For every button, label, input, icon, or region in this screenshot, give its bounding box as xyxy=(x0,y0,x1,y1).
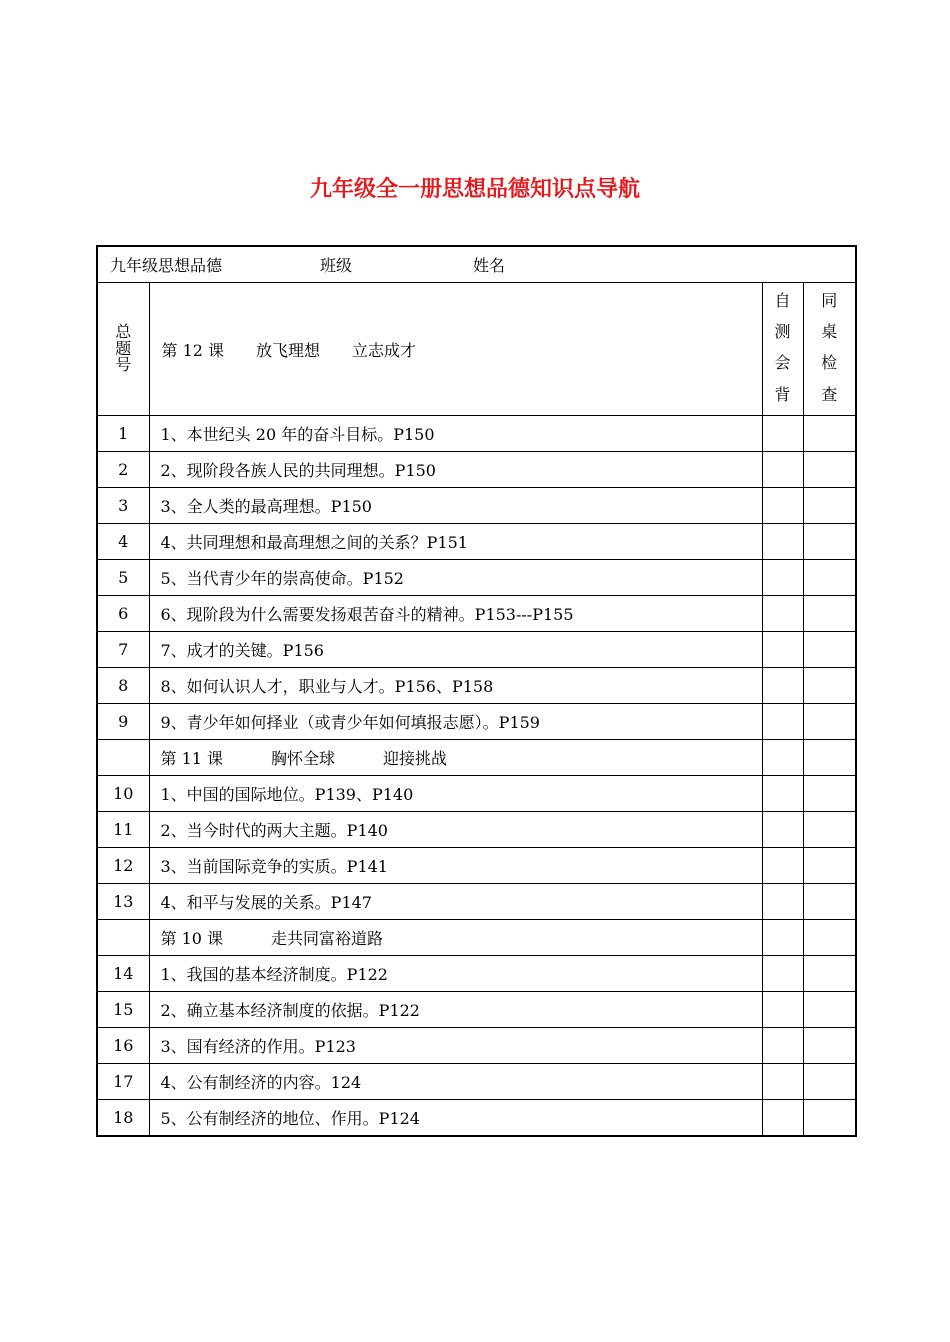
row-number: 12 xyxy=(97,848,149,884)
header-self-label: 自测会背 xyxy=(774,291,791,404)
info-row xyxy=(97,246,856,283)
header-peer-label: 同桌检查 xyxy=(821,291,838,404)
row-number: 18 xyxy=(97,1100,149,1137)
table-row xyxy=(97,884,856,920)
row-number: 16 xyxy=(97,1028,149,1064)
row-text: 2、现阶段各族人民的共同理想。P150 xyxy=(149,452,762,488)
peer-check-cell[interactable] xyxy=(803,632,856,668)
table-row xyxy=(97,704,856,740)
self-check-cell[interactable] xyxy=(762,596,803,632)
row-text: 3、当前国际竞争的实质。P141 xyxy=(149,848,762,884)
self-check-cell[interactable] xyxy=(762,668,803,704)
header-peer-cell xyxy=(803,283,856,416)
table-row xyxy=(97,452,856,488)
name-label: 姓名 xyxy=(473,256,506,275)
peer-check-cell[interactable] xyxy=(803,884,856,920)
row-text: 5、公有制经济的地位、作用。P124 xyxy=(149,1100,762,1137)
table-row xyxy=(97,776,856,812)
row-number: 7 xyxy=(97,632,149,668)
peer-check-cell[interactable] xyxy=(803,740,856,776)
row-text: 6、现阶段为什么需要发扬艰苦奋斗的精神。P153---P155 xyxy=(149,596,762,632)
row-text: 5、当代青少年的崇高使命。P152 xyxy=(149,560,762,596)
peer-check-cell[interactable] xyxy=(803,920,856,956)
row-number: 9 xyxy=(97,704,149,740)
row-number: 4 xyxy=(97,524,149,560)
peer-check-cell[interactable] xyxy=(803,488,856,524)
row-text: 第 11 课 胸怀全球 迎接挑战 xyxy=(149,740,762,776)
row-number: 10 xyxy=(97,776,149,812)
row-number: 3 xyxy=(97,488,149,524)
row-number: 14 xyxy=(97,956,149,992)
peer-check-cell[interactable] xyxy=(803,1064,856,1100)
self-check-cell[interactable] xyxy=(762,560,803,596)
self-check-cell[interactable] xyxy=(762,452,803,488)
peer-check-cell[interactable] xyxy=(803,668,856,704)
lesson-title: 第 12 课 放飞理想 立志成才 xyxy=(149,283,762,416)
peer-check-cell[interactable] xyxy=(803,596,856,632)
peer-check-cell[interactable] xyxy=(803,416,856,452)
table-row xyxy=(97,524,856,560)
table-row xyxy=(97,920,856,956)
row-number: 2 xyxy=(97,452,149,488)
row-text: 3、全人类的最高理想。P150 xyxy=(149,488,762,524)
header-num-label: 总题号 xyxy=(115,321,132,375)
row-text: 4、和平与发展的关系。P147 xyxy=(149,884,762,920)
self-check-cell[interactable] xyxy=(762,1100,803,1137)
peer-check-cell[interactable] xyxy=(803,704,856,740)
peer-check-cell[interactable] xyxy=(803,776,856,812)
peer-check-cell[interactable] xyxy=(803,992,856,1028)
peer-check-cell[interactable] xyxy=(803,1100,856,1137)
table-row xyxy=(97,1064,856,1100)
table-row xyxy=(97,740,856,776)
class-label: 班级 xyxy=(320,256,353,275)
row-number: 1 xyxy=(97,416,149,452)
knowledge-table xyxy=(96,245,857,1137)
table-row xyxy=(97,848,856,884)
table-row xyxy=(97,488,856,524)
row-number xyxy=(97,740,149,776)
self-check-cell[interactable] xyxy=(762,920,803,956)
self-check-cell[interactable] xyxy=(762,704,803,740)
peer-check-cell[interactable] xyxy=(803,1028,856,1064)
row-number: 8 xyxy=(97,668,149,704)
table-row xyxy=(97,1028,856,1064)
table-row xyxy=(97,560,856,596)
row-text: 8、如何认识人才，职业与人才。P156、P158 xyxy=(149,668,762,704)
table-row xyxy=(97,812,856,848)
peer-check-cell[interactable] xyxy=(803,524,856,560)
page-title: 九年级全一册思想品德知识点导航 xyxy=(309,177,640,202)
row-number: 15 xyxy=(97,992,149,1028)
row-text: 1、中国的国际地位。P139、P140 xyxy=(149,776,762,812)
table-row xyxy=(97,956,856,992)
self-check-cell[interactable] xyxy=(762,992,803,1028)
self-check-cell[interactable] xyxy=(762,740,803,776)
self-check-cell[interactable] xyxy=(762,1028,803,1064)
self-check-cell[interactable] xyxy=(762,524,803,560)
table-row xyxy=(97,632,856,668)
row-text: 9、青少年如何择业（或青少年如何填报志愿）。P159 xyxy=(149,704,762,740)
table-row xyxy=(97,668,856,704)
row-text: 1、我国的基本经济制度。P122 xyxy=(149,956,762,992)
self-check-cell[interactable] xyxy=(762,812,803,848)
header-self-cell xyxy=(762,283,803,416)
row-text: 7、成才的关键。P156 xyxy=(149,632,762,668)
table-row xyxy=(97,596,856,632)
self-check-cell[interactable] xyxy=(762,416,803,452)
table-row xyxy=(97,1100,856,1137)
peer-check-cell[interactable] xyxy=(803,848,856,884)
peer-check-cell[interactable] xyxy=(803,956,856,992)
self-check-cell[interactable] xyxy=(762,848,803,884)
self-check-cell[interactable] xyxy=(762,1064,803,1100)
peer-check-cell[interactable] xyxy=(803,560,856,596)
table-row xyxy=(97,416,856,452)
info-cell xyxy=(97,246,856,283)
row-text: 4、共同理想和最高理想之间的关系？P151 xyxy=(149,524,762,560)
self-check-cell[interactable] xyxy=(762,632,803,668)
peer-check-cell[interactable] xyxy=(803,452,856,488)
self-check-cell[interactable] xyxy=(762,488,803,524)
row-text: 1、本世纪头 20 年的奋斗目标。P150 xyxy=(149,416,762,452)
header-row xyxy=(97,283,856,416)
self-check-cell[interactable] xyxy=(762,956,803,992)
row-text: 3、国有经济的作用。P123 xyxy=(149,1028,762,1064)
row-number: 6 xyxy=(97,596,149,632)
peer-check-cell[interactable] xyxy=(803,812,856,848)
header-num-cell xyxy=(97,283,149,416)
table-row xyxy=(97,992,856,1028)
row-text: 4、公有制经济的内容。124 xyxy=(149,1064,762,1100)
row-number: 5 xyxy=(97,560,149,596)
self-check-cell[interactable] xyxy=(762,776,803,812)
row-text: 第 10 课 走共同富裕道路 xyxy=(149,920,762,956)
row-number: 13 xyxy=(97,884,149,920)
row-number: 11 xyxy=(97,812,149,848)
row-text: 2、当今时代的两大主题。P140 xyxy=(149,812,762,848)
row-number: 17 xyxy=(97,1064,149,1100)
row-number xyxy=(97,920,149,956)
subject-label: 九年级思想品德 xyxy=(110,256,223,275)
self-check-cell[interactable] xyxy=(762,884,803,920)
row-text: 2、确立基本经济制度的依据。P122 xyxy=(149,992,762,1028)
